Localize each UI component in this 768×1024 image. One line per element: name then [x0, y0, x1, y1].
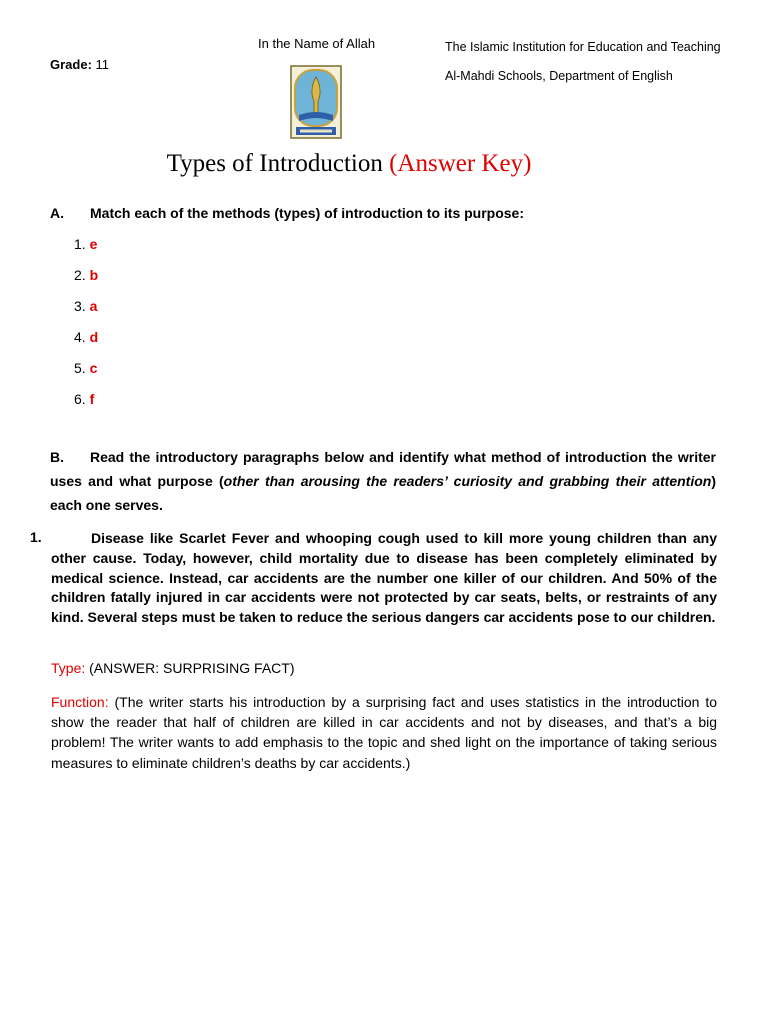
answer-value: e: [89, 236, 98, 252]
list-item: [74, 234, 98, 265]
institution-name: The Islamic Institution for Education and Teaching: [445, 40, 721, 54]
section-a-text: Match each of the methods (types) of introduction to its purpose:: [90, 205, 525, 221]
type-label: Type:: [51, 660, 86, 676]
school-department: Al-Mahdi Schools, Department of English: [445, 69, 673, 83]
list-item: [74, 358, 98, 389]
function-paragraph: [51, 692, 717, 773]
list-item: [74, 296, 98, 327]
bismillah-header: In the Name of Allah: [258, 36, 376, 51]
title-main: Types of Introduction: [166, 150, 383, 177]
answer-value: c: [89, 360, 98, 376]
answer-number: 4.: [74, 329, 86, 345]
section-b-italic: other than arousing the readers’ curiosity and grabbing their attention: [223, 473, 712, 489]
list-item: [74, 327, 98, 358]
grade-value: 11: [95, 57, 110, 72]
answer-number: 2.: [74, 267, 86, 283]
section-a-label: A.: [50, 205, 64, 221]
answer-value: f: [89, 391, 95, 407]
function-label: Function:: [51, 694, 109, 710]
answer-number: 5.: [74, 360, 86, 376]
section-a-instruction: [50, 205, 524, 221]
list-item: [74, 389, 98, 420]
function-answer: (The writer starts his introduction by a surprising fact and uses statistics in the introduction to show the reader that half of children are killed in car accidents and not by diseases, and that’s a big problem! The writer wants to add emphasis to the topic and shed light on the importance of taking serious measures to eliminate children’s deaths by car accidents.): [51, 694, 718, 771]
answer-value: d: [89, 329, 99, 345]
answer-number: 3.: [74, 298, 86, 314]
school-logo: [290, 65, 342, 139]
grade-label: Grade:: [50, 57, 92, 72]
section-b-text-end: ) each one serves.: [50, 473, 716, 513]
type-line: [51, 660, 295, 676]
type-answer: (ANSWER: SURPRISING FACT): [89, 660, 295, 676]
section-b-instruction: [50, 445, 716, 517]
answer-list: [74, 234, 98, 420]
section-b-label: B.: [50, 449, 64, 465]
intro-paragraph: [51, 529, 717, 628]
title-answer-key: (Answer Key): [389, 150, 532, 177]
list-item: [74, 265, 98, 296]
section-b-text: Read the introductory paragraphs below and identify what method of introduction the writer uses and what purpose (: [50, 449, 716, 489]
paragraph-text: Disease like Scarlet Fever and whooping cough used to kill more young children than any other cause. Today, however, child mortality due to disease has been completely eliminated by medical science. Instead, car accidents are the number one killer of our children. And 50% of the children fatally injured in car accidents were not protected by car seats, belts, or restraints of any kind. Several steps must be taken to reduce the serious dangers car accidents pose to our children.: [51, 530, 717, 626]
grade-line: [50, 57, 109, 72]
answer-number: 6.: [74, 391, 86, 407]
answer-value: b: [89, 267, 99, 283]
page-title: [0, 150, 698, 178]
answer-value: a: [89, 298, 98, 314]
item-number: 1.: [30, 529, 42, 545]
answer-number: 1.: [74, 236, 86, 252]
